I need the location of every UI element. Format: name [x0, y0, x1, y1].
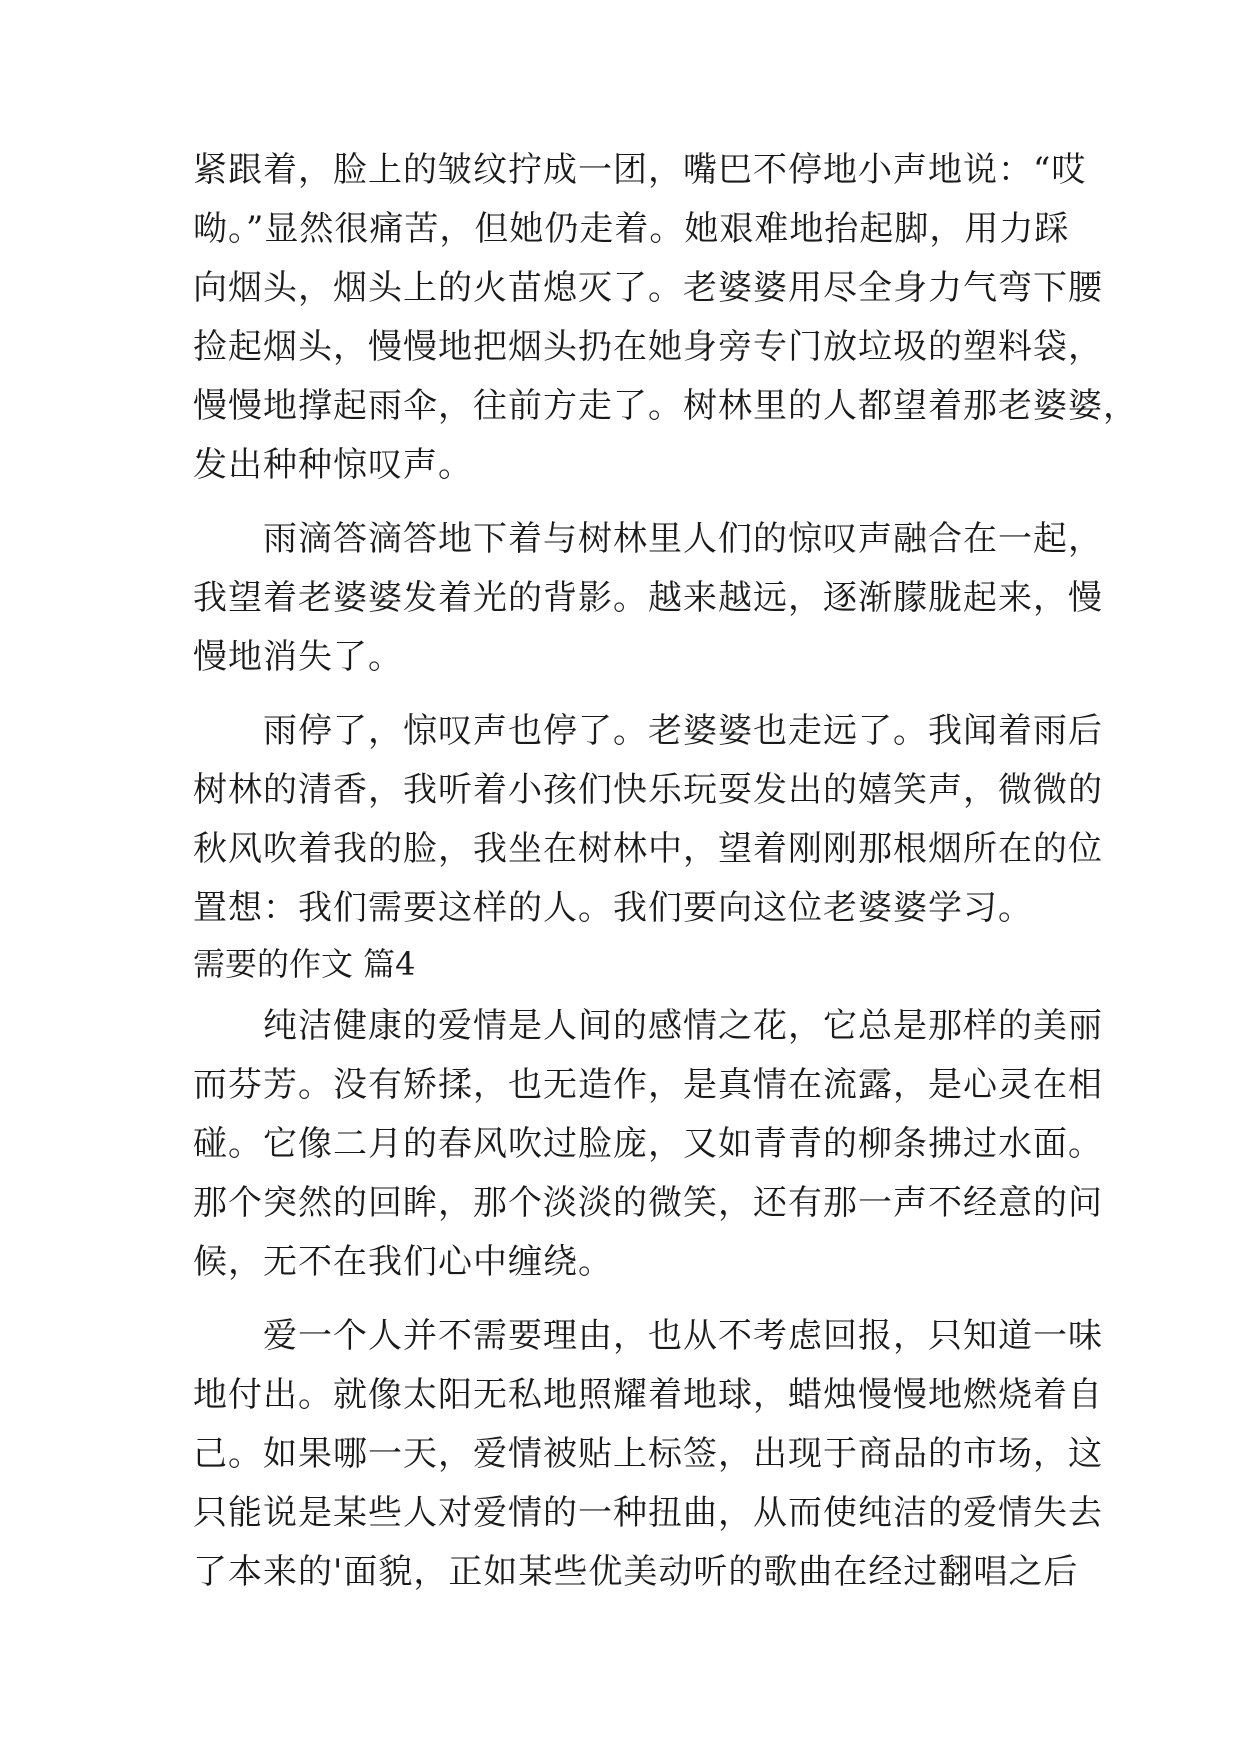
text-line: 候，无不在我们心中缠绕。: [193, 1242, 613, 1282]
text-line: 纯洁健康的爱情是人间的感情之花，它总是那样的美丽: [193, 1006, 1103, 1046]
section-heading: 需要的作文 篇4: [193, 945, 416, 983]
text-line: 只能说是某些人对爱情的一种扭曲，从而使纯洁的爱情失去: [193, 1493, 1103, 1533]
text-line: 秋风吹着我的脸，我坐在树林中，望着刚刚那根烟所在的位: [193, 829, 1103, 869]
text-line: 呦。”显然很痛苦，但她仍走着。她艰难地抬起脚，用力踩: [193, 209, 1070, 249]
text-line: 而芬芳。没有矫揉，也无造作，是真情在流露，是心灵在相: [193, 1065, 1103, 1105]
text-line: 己。如果哪一天，爱情被贴上标签，出现于商品的市场，这: [193, 1434, 1103, 1474]
text-line: 碰。它像二月的春风吹过脸庞，又如青青的柳条拂过水面。: [193, 1124, 1103, 1164]
text-line: 慢慢地撑起雨伞，往前方走了。树林里的人都望着那老婆婆，: [193, 386, 1138, 426]
text-line: 紧跟着，脸上的皱纹拧成一团，嘴巴不停地小声地说：“哎: [193, 150, 1087, 190]
text-line: 慢地消失了。: [193, 637, 403, 677]
text-line: 爱一个人并不需要理由，也从不考虑回报，只知道一味: [193, 1316, 1103, 1356]
text-line: 发出种种惊叹声。: [193, 445, 473, 485]
text-line: 了本来的'面貌，正如某些优美动听的歌曲在经过翻唱之后: [193, 1552, 1079, 1592]
text-line: 我望着老婆婆发着光的背影。越来越远，逐渐朦胧起来，慢: [193, 578, 1103, 618]
text-line: 置想：我们需要这样的人。我们要向这位老婆婆学习。: [193, 888, 1033, 928]
text-line: 向烟头，烟头上的火苗熄灭了。老婆婆用尽全身力气弯下腰: [193, 268, 1103, 308]
text-line: 那个突然的回眸，那个淡淡的微笑，还有那一声不经意的问: [193, 1183, 1103, 1223]
text-line: 捡起烟头，慢慢地把烟头扔在她身旁专门放垃圾的塑料袋，: [193, 327, 1103, 367]
text-line: 雨停了，惊叹声也停了。老婆婆也走远了。我闻着雨后: [193, 711, 1103, 751]
text-line: 地付出。就像太阳无私地照耀着地球，蜡烛慢慢地燃烧着自: [193, 1375, 1103, 1415]
text-line: 树林的清香，我听着小孩们快乐玩耍发出的嬉笑声，微微的: [193, 770, 1103, 810]
text-line: 雨滴答滴答地下着与树林里人们的惊叹声融合在一起，: [193, 519, 1103, 559]
